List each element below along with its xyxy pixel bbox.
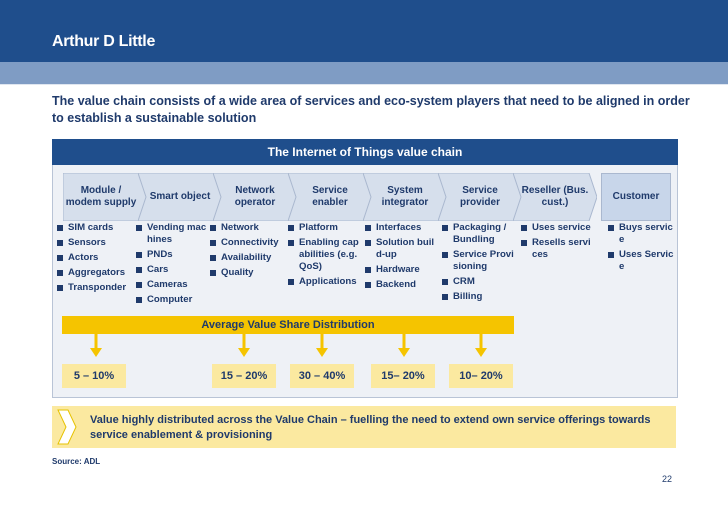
bullet-item: PNDs: [136, 249, 208, 261]
value-share-box: 5 – 10%: [62, 364, 126, 388]
arrow-down-icon: [315, 334, 329, 358]
bullet-item: CRM: [442, 276, 514, 288]
chain-step: [363, 173, 447, 221]
conclusion-text: Value highly distributed across the Value Chain – fuelling the need to extend own service offerings towards service enablement & provisioning: [90, 414, 651, 441]
bullet-item: Sensors: [57, 237, 132, 249]
chain-column: [288, 222, 360, 291]
bullet-item: Billing: [442, 291, 514, 303]
chain-column: [442, 222, 514, 306]
chain-column: [210, 222, 282, 282]
header-stripe: [0, 62, 728, 84]
value-share-box: 10– 20%: [449, 364, 513, 388]
bullet-item: Uses Service: [608, 249, 674, 273]
arrow-down-icon: [89, 334, 103, 358]
chevron-right-icon: [56, 408, 78, 446]
bullet-item: Computer: [136, 294, 208, 306]
bullet-item: Cameras: [136, 279, 208, 291]
value-share-bar: Average Value Share Distribution: [62, 316, 514, 334]
chain-column: [365, 222, 437, 294]
bullet-item: Resells services: [521, 237, 593, 261]
arrow-down-icon: [474, 334, 488, 358]
bullet-item: Packaging / Bundling: [442, 222, 514, 246]
arrow-down-icon: [397, 334, 411, 358]
value-chain-steps: [63, 173, 673, 221]
bullet-item: Quality: [210, 267, 282, 279]
panel-title: The Internet of Things value chain: [52, 139, 678, 165]
chain-step-label: System integrator: [381, 185, 429, 208]
bullet-item: Solution build-up: [365, 237, 437, 261]
bullet-item: Cars: [136, 264, 208, 276]
chain-step: [138, 173, 222, 221]
chain-step-customer: [601, 173, 671, 221]
bullet-item: Buys service: [608, 222, 674, 246]
arrow-down-icon: [237, 334, 251, 358]
bullet-item: Platform: [288, 222, 360, 234]
bullet-item: Transponder: [57, 282, 132, 294]
chain-step: [438, 173, 522, 221]
bullet-item: Availability: [210, 252, 282, 264]
chain-step: [513, 173, 597, 221]
chain-step-label: Customer: [612, 191, 660, 202]
chain-step-label: Service provider: [459, 185, 500, 208]
bullet-item: Actors: [57, 252, 132, 264]
bullet-item: Aggregators: [57, 267, 132, 279]
value-share-box: 15 – 20%: [212, 364, 276, 388]
bullet-item: Enabling capabilities (e.g. QoS): [288, 237, 360, 273]
bullet-item: Network: [210, 222, 282, 234]
bullet-item: SIM cards: [57, 222, 132, 234]
chain-column: [608, 222, 674, 276]
chain-step-label: Module / modem supply: [65, 185, 137, 208]
header-bar: [0, 0, 728, 62]
slide-headline: The value chain consists of a wide area of services and eco-system players that need to be aligned in order to establish a sustainable solution: [52, 94, 690, 125]
bullet-item: Interfaces: [365, 222, 437, 234]
chain-step-label: Reseller (Bus. cust.): [521, 185, 589, 208]
chain-step-label: Network operator: [234, 185, 276, 208]
bullet-item: Vending machines: [136, 222, 208, 246]
bullet-item: Service Provisioning: [442, 249, 514, 273]
chain-column: [136, 222, 208, 309]
bullet-item: Uses service: [521, 222, 593, 234]
chain-step-label: Service enabler: [312, 185, 348, 208]
source-note: Source: ADL: [52, 457, 101, 466]
bullet-item: Applications: [288, 276, 360, 288]
page-number: 22: [662, 474, 673, 484]
bullet-item: Backend: [365, 279, 437, 291]
chain-column: [521, 222, 593, 264]
chain-step: [213, 173, 297, 221]
header-divider: [0, 84, 728, 85]
chain-step: [288, 173, 372, 221]
value-share-box: 15– 20%: [371, 364, 435, 388]
bullet-item: Connectivity: [210, 237, 282, 249]
chain-step: [63, 173, 147, 221]
chain-column: [57, 222, 132, 297]
bullet-item: Hardware: [365, 264, 437, 276]
company-logo: Arthur D Little: [52, 33, 156, 50]
value-share-box: 30 – 40%: [290, 364, 354, 388]
chain-step-label: Smart object: [149, 191, 211, 202]
